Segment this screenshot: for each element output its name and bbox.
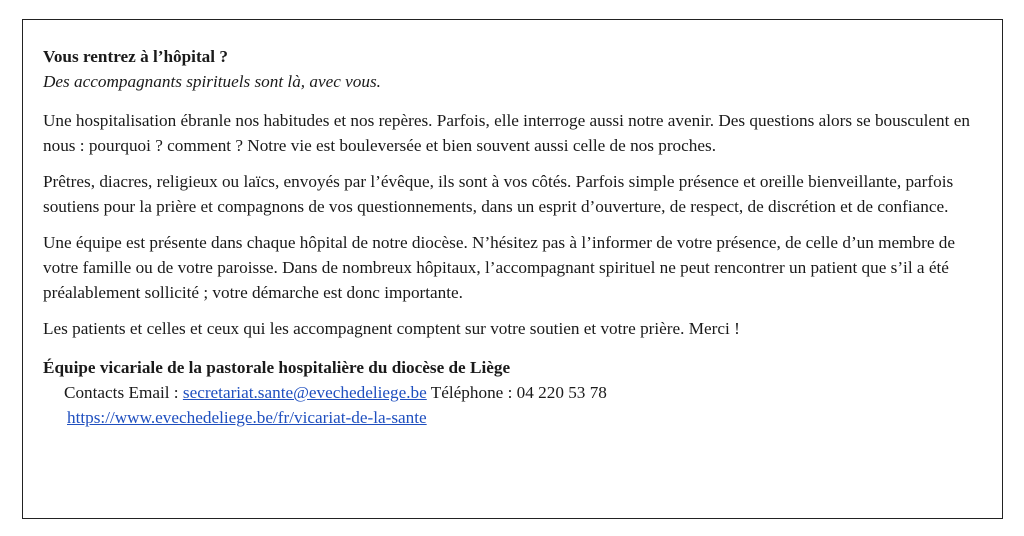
paragraph-2: Prêtres, diacres, religieux ou laïcs, envoyés par l’évêque, ils sont à vos côtés. Parfois simple présence et oreille bienveillante, parfois soutiens pour la prière et compagnons de vos questionnements, dans un esprit d’ouverture, de respect, de discrétion et de confiance. <box>43 172 954 216</box>
paragraph-1: Une hospitalisation ébranle nos habitudes et nos repères. Parfois, elle interroge aussi notre avenir. Des questions alors se bousculent en nous : pourquoi ? comment ? Notre vie est bouleversée et bien souvent aussi celle de nos proches. <box>43 111 970 155</box>
website-line <box>43 405 987 430</box>
document-content <box>43 44 987 430</box>
contact-line <box>43 380 987 405</box>
document-subtitle: Des accompagnants spirituels sont là, avec vous. <box>43 72 381 91</box>
document-title: Vous rentrez à l’hôpital ? <box>43 47 228 66</box>
email-link[interactable]: secretariat.sante@evechedeliege.be <box>182 383 427 402</box>
phone-label: Téléphone : 04 220 53 78 <box>426 383 607 402</box>
document-frame <box>22 19 1003 519</box>
email-label: Contacts Email : <box>64 383 183 402</box>
website-link[interactable]: https://www.evechedeliege.be/fr/vicariat-de-la-sante <box>67 408 427 427</box>
paragraph-3: Une équipe est présente dans chaque hôpital de notre diocèse. N’hésitez pas à l’informer de votre présence, de celle d’un membre de votre famille ou de votre paroisse. Dans de nombreux hôpitaux, l’accompagnant spirituel ne peut rencontrer un patient que s’il a été préalablement sollicité ; votre démarche est donc importante. <box>43 233 955 302</box>
paragraph-4: Les patients et celles et ceux qui les accompagnent comptent sur votre soutien et votre prière. Merci ! <box>43 319 740 338</box>
signature: Équipe vicariale de la pastorale hospitalière du diocèse de Liège <box>43 358 511 377</box>
